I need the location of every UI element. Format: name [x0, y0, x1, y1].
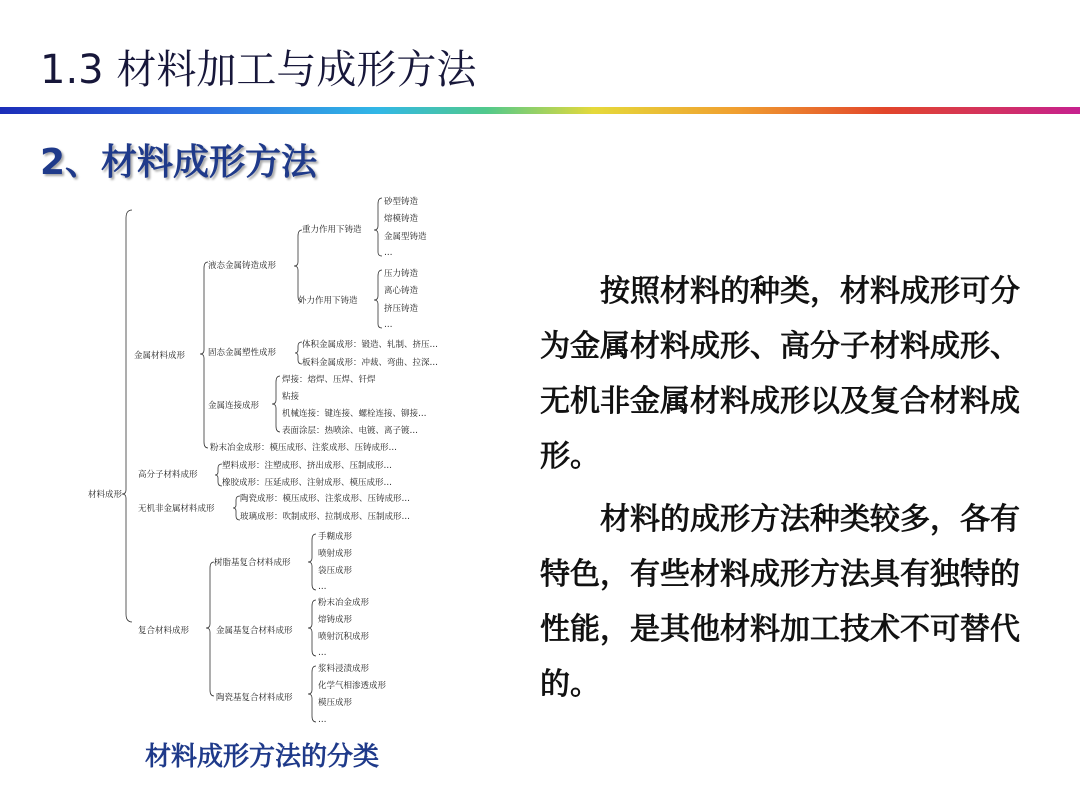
polymer-item: 橡胶成形：压延成形、注射成形、模压成形…	[222, 478, 393, 488]
gravity-item: …	[384, 248, 393, 258]
joining-item: 表面涂层：热喷涂、电镀、离子镀…	[282, 426, 419, 436]
ceramic-item: …	[318, 715, 327, 725]
tree-powder: 粉末冶金成形：模压成形、注浆成形、压铸成形…	[210, 443, 398, 453]
metalbase-item: 粉末冶金成形	[318, 598, 370, 608]
solid-item: 板料金属成形：冲裁、弯曲、拉深…	[302, 358, 439, 368]
classification-tree	[80, 190, 480, 730]
tree-liquid: 液态金属铸造成形	[208, 261, 277, 271]
external-item: …	[384, 320, 393, 330]
tree-polymer: 高分子材料成形	[138, 470, 198, 480]
ceramic-item: 模压成形	[318, 698, 353, 708]
tree-root: 材料成形	[88, 490, 123, 500]
ceramic-item: 浆料浸渍成形	[318, 664, 370, 674]
gravity-item: 砂型铸造	[384, 197, 419, 207]
tree-metal: 金属材料成形	[134, 351, 186, 361]
metalbase-item: 喷射沉积成形	[318, 632, 370, 642]
tree-external: 外力作用下铸造	[298, 296, 358, 306]
joining-item: 机械连接：键连接、螺栓连接、铆接…	[282, 409, 427, 419]
diagram-caption: 材料成形方法的分类	[145, 742, 380, 772]
body-paragraph-2: 材料的成形方法种类较多，各有特色，有些材料成形方法具有独特的性能，是其他材料加工技术不可替代的。	[540, 502, 1020, 702]
tree-gravity: 重力作用下铸造	[302, 225, 362, 235]
tree-joining: 金属连接成形	[208, 401, 260, 411]
slide-title: 1.3 材料加工与成形方法	[40, 47, 477, 93]
solid-item: 体积金属成形：锻造、轧制、挤压…	[302, 340, 439, 350]
resin-item: …	[318, 582, 327, 592]
polymer-item: 塑料成形：注塑成形、挤出成形、压制成形…	[222, 461, 393, 471]
ceramic-item: 化学气相渗透成形	[318, 681, 387, 691]
metalbase-item: …	[318, 648, 327, 658]
inorganic-item: 陶瓷成形：模压成形、注浆成形、压铸成形…	[240, 494, 411, 504]
tree-solid: 固态金属塑性成形	[208, 348, 277, 358]
tree-inorganic: 无机非金属材料成形	[138, 504, 215, 514]
gravity-item: 金属型铸造	[384, 232, 427, 242]
tree-metalbase: 金属基复合材料成形	[216, 626, 293, 636]
external-item: 挤压铸造	[384, 304, 419, 314]
resin-item: 喷射成形	[318, 549, 353, 559]
joining-item: 焊接：熔焊、压焊、钎焊	[282, 375, 376, 385]
joining-item: 粘接	[282, 392, 300, 402]
body-paragraph-1: 按照材料的种类，材料成形可分为金属材料成形、高分子材料成形、无机非金属材料成形以及复合材料成形。	[540, 274, 1020, 474]
tree-resin: 树脂基复合材料成形	[214, 558, 291, 568]
metalbase-item: 熔铸成形	[318, 615, 353, 625]
resin-item: 手糊成形	[318, 532, 353, 542]
tree-ceramic: 陶瓷基复合材料成形	[216, 693, 293, 703]
external-item: 离心铸造	[384, 286, 419, 296]
inorganic-item: 玻璃成形：吹制成形、拉制成形、压制成形…	[240, 512, 411, 522]
rainbow-divider	[0, 107, 1080, 114]
tree-composite: 复合材料成形	[138, 626, 190, 636]
gravity-item: 熔模铸造	[384, 214, 419, 224]
resin-item: 袋压成形	[318, 566, 353, 576]
section-heading: 2、材料成形方法	[40, 142, 318, 183]
external-item: 压力铸造	[384, 269, 419, 279]
